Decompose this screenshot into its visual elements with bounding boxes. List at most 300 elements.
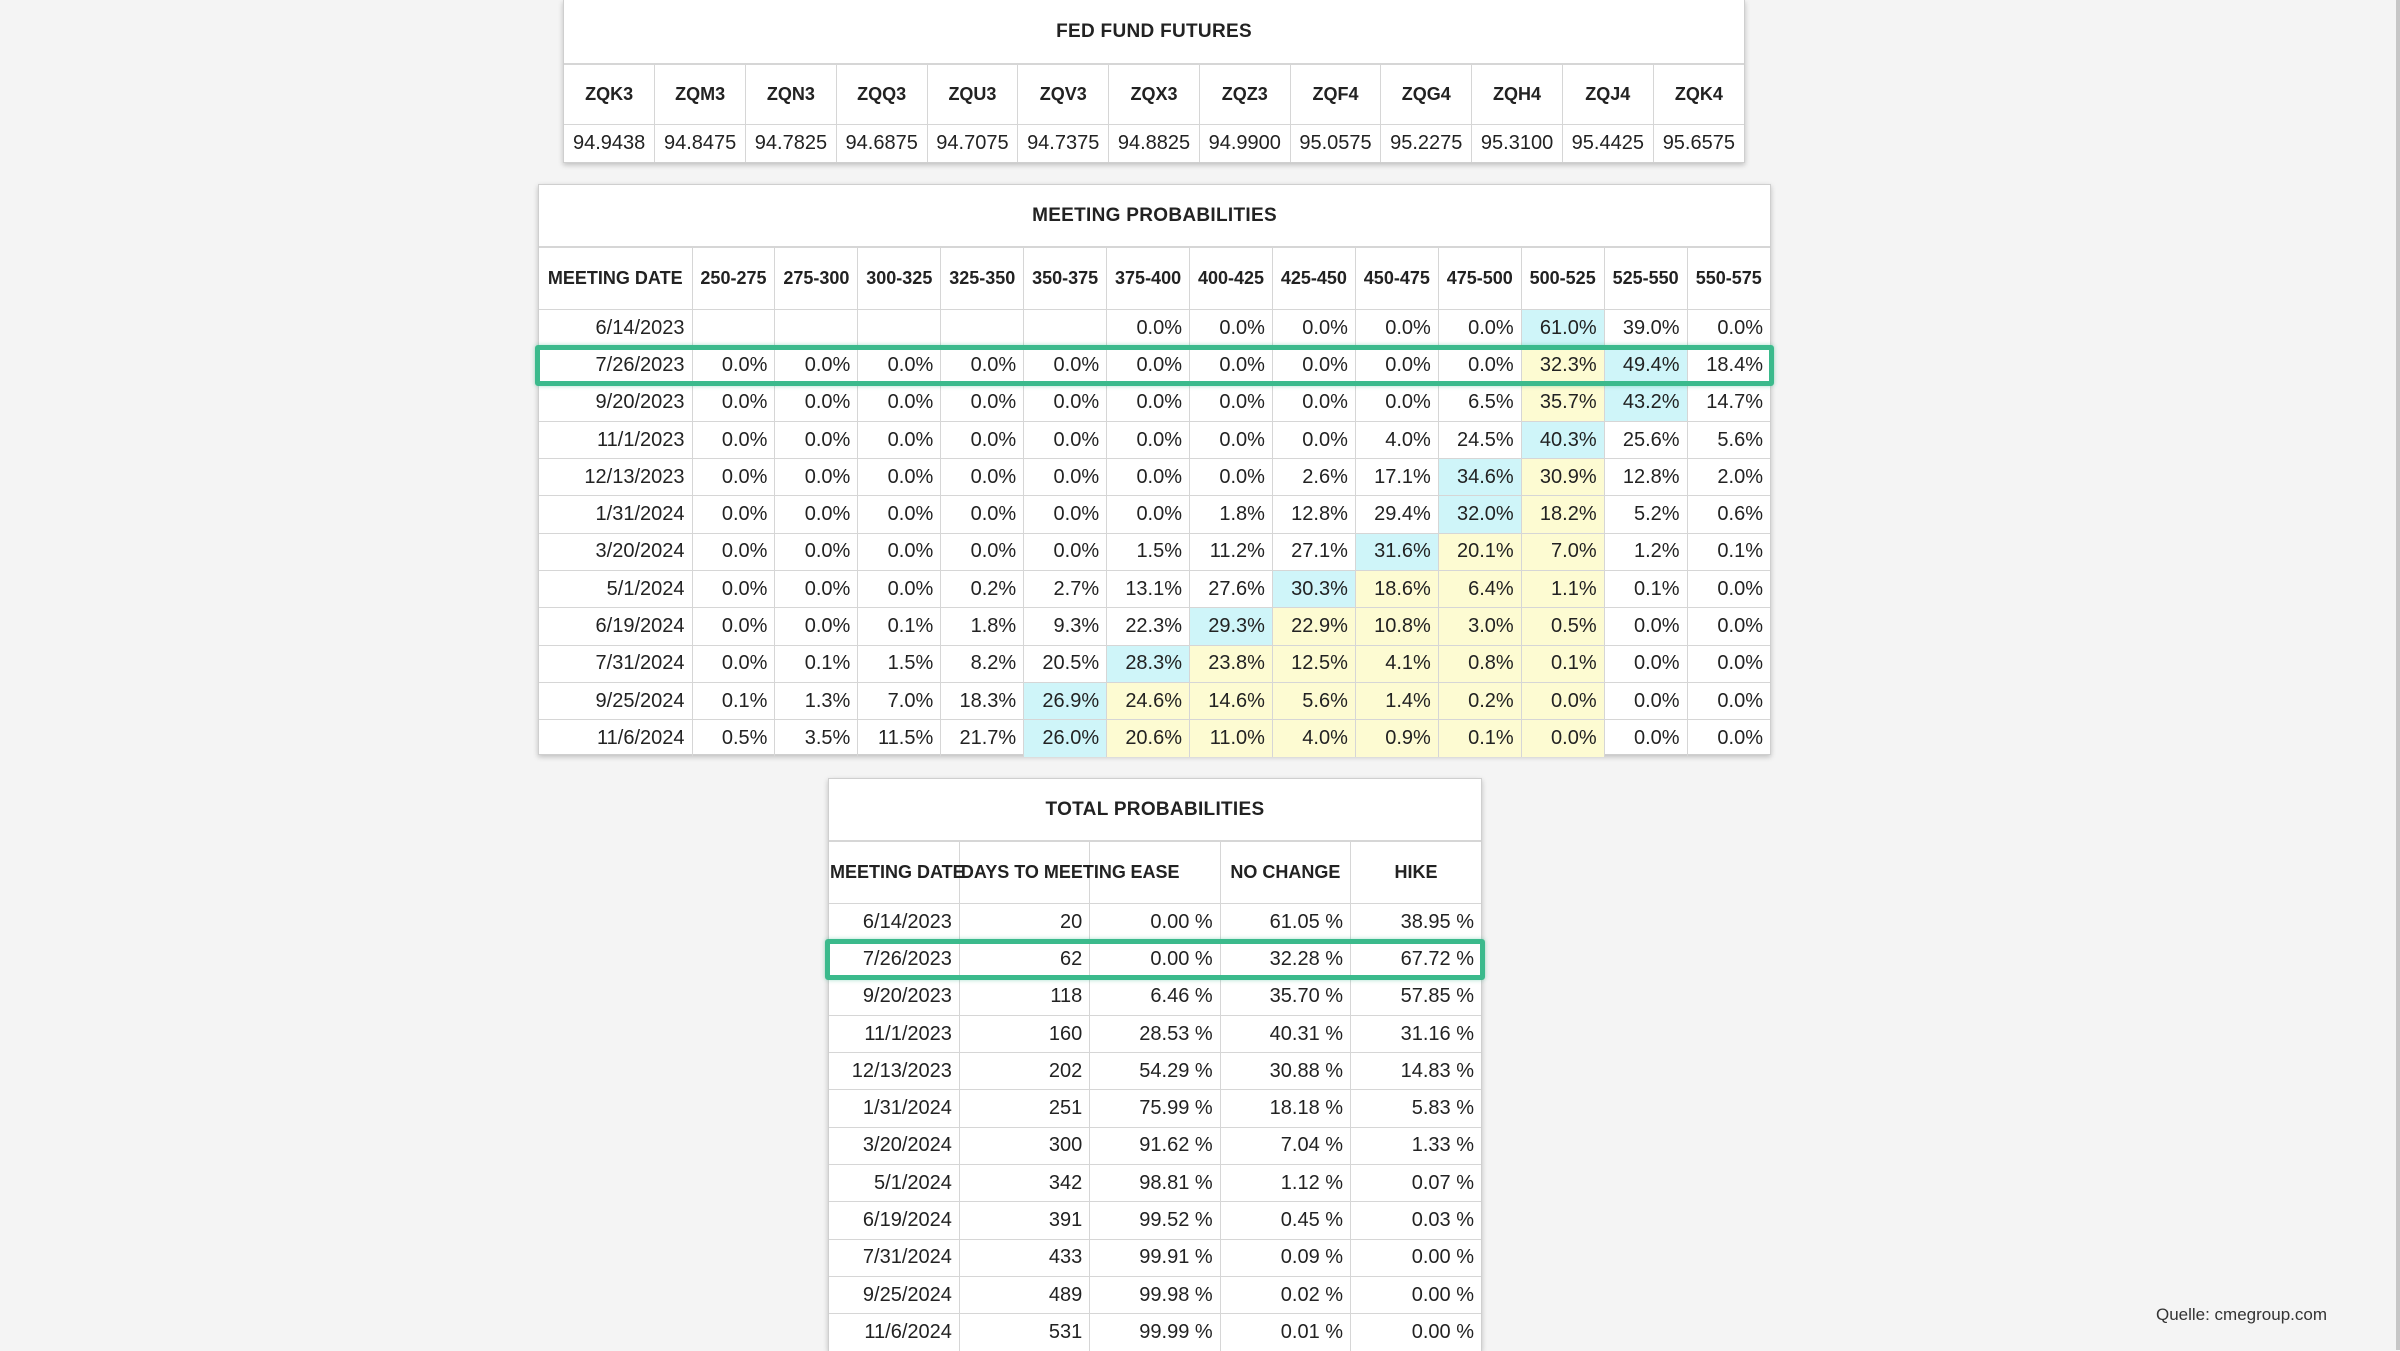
- probability-cell: 0.0%: [1272, 384, 1355, 421]
- probability-cell: 0.0%: [941, 459, 1024, 496]
- days-to-meeting-header: DAYS TO MEETING: [959, 842, 1089, 904]
- probability-cell: 0.0%: [1355, 384, 1438, 421]
- meeting-row: [539, 421, 1770, 458]
- meeting-row-highlighted: [539, 347, 1770, 384]
- probability-cell: 0.2%: [1438, 682, 1521, 719]
- rate-range-header: 500-525: [1521, 248, 1604, 310]
- probability-cell: 31.6%: [1355, 533, 1438, 570]
- probability-cell: 14.6%: [1190, 682, 1273, 719]
- ease-cell: 6.46 %: [1090, 978, 1220, 1015]
- meeting-date-cell: 11/6/2024: [539, 720, 692, 757]
- probability-cell: 24.5%: [1438, 421, 1521, 458]
- no-change-cell: 0.01 %: [1220, 1314, 1350, 1351]
- probability-cell: 0.0%: [941, 533, 1024, 570]
- probability-cell: 0.0%: [1604, 720, 1687, 757]
- probability-cell: 0.0%: [858, 496, 941, 533]
- rate-range-header: 425-450: [1272, 248, 1355, 310]
- futures-contract-header: ZQG4: [1381, 65, 1472, 125]
- probability-cell: 11.2%: [1190, 533, 1273, 570]
- probability-cell: 1.2%: [1604, 533, 1687, 570]
- total-row: [829, 1165, 1481, 1202]
- probability-cell: 8.2%: [941, 645, 1024, 682]
- probability-cell: 0.0%: [775, 608, 858, 645]
- probability-cell: 0.0%: [692, 608, 775, 645]
- probability-cell: 0.0%: [858, 347, 941, 384]
- probability-cell: 11.0%: [1190, 720, 1273, 757]
- meeting-row: [539, 682, 1770, 719]
- probability-cell: 0.0%: [775, 347, 858, 384]
- no-change-cell: 0.09 %: [1220, 1239, 1350, 1276]
- ease-cell: 0.00 %: [1090, 904, 1220, 941]
- rate-range-header: 550-575: [1687, 248, 1770, 310]
- meeting-row: [539, 608, 1770, 645]
- probability-cell: 0.0%: [1024, 421, 1107, 458]
- total-row: [829, 1053, 1481, 1090]
- probability-cell: 0.6%: [1687, 496, 1770, 533]
- meeting-date-cell: 12/13/2023: [539, 459, 692, 496]
- meeting-date-cell: 9/20/2023: [829, 978, 959, 1015]
- futures-price-cell: 95.3100: [1472, 125, 1563, 162]
- probability-cell: 0.0%: [1190, 459, 1273, 496]
- probability-cell: 2.7%: [1024, 571, 1107, 608]
- meeting-date-cell: 6/14/2023: [539, 310, 692, 347]
- probability-cell: 7.0%: [1521, 533, 1604, 570]
- probability-cell: 0.0%: [941, 496, 1024, 533]
- probability-cell: 20.6%: [1107, 720, 1190, 757]
- probability-cell: 0.0%: [692, 645, 775, 682]
- total-row: [829, 1276, 1481, 1313]
- probability-cell: 0.0%: [1604, 645, 1687, 682]
- probability-cell: 13.1%: [1107, 571, 1190, 608]
- futures-contract-header: ZQJ4: [1562, 65, 1653, 125]
- probability-cell: 1.3%: [775, 682, 858, 719]
- meeting-date-cell: 9/25/2024: [829, 1276, 959, 1313]
- probability-cell: 40.3%: [1521, 421, 1604, 458]
- futures-contract-header: ZQK3: [564, 65, 655, 125]
- total-row: [829, 1090, 1481, 1127]
- meeting-date-cell: 9/20/2023: [539, 384, 692, 421]
- no-change-cell: 0.02 %: [1220, 1276, 1350, 1313]
- days-to-meeting-cell: 531: [959, 1314, 1089, 1351]
- rate-range-header: 350-375: [1024, 248, 1107, 310]
- probability-cell: 0.1%: [858, 608, 941, 645]
- probability-cell: [775, 310, 858, 347]
- probability-cell: 34.6%: [1438, 459, 1521, 496]
- ease-cell: 98.81 %: [1090, 1165, 1220, 1202]
- probability-cell: 0.0%: [1438, 347, 1521, 384]
- probability-cell: 30.3%: [1272, 571, 1355, 608]
- probability-cell: 0.0%: [775, 533, 858, 570]
- probability-cell: 0.1%: [692, 682, 775, 719]
- probability-cell: 7.0%: [858, 682, 941, 719]
- futures-contract-header: ZQZ3: [1199, 65, 1290, 125]
- rate-range-header: 325-350: [941, 248, 1024, 310]
- no-change-cell: 1.12 %: [1220, 1165, 1350, 1202]
- probability-cell: 1.8%: [941, 608, 1024, 645]
- futures-price-cell: 95.0575: [1290, 125, 1381, 162]
- probability-cell: 0.0%: [1272, 347, 1355, 384]
- probability-cell: 0.0%: [1687, 310, 1770, 347]
- meeting-date-cell: 6/14/2023: [829, 904, 959, 941]
- probability-cell: 0.0%: [1521, 682, 1604, 719]
- probability-cell: 2.6%: [1272, 459, 1355, 496]
- probability-cell: 0.0%: [775, 384, 858, 421]
- meeting-probabilities-title: MEETING PROBABILITIES: [539, 185, 1770, 247]
- probability-cell: 18.2%: [1521, 496, 1604, 533]
- probability-cell: 0.0%: [692, 459, 775, 496]
- futures-contract-header: ZQU3: [927, 65, 1018, 125]
- probability-cell: 0.0%: [1107, 496, 1190, 533]
- probability-cell: 0.0%: [1107, 347, 1190, 384]
- days-to-meeting-cell: 160: [959, 1015, 1089, 1052]
- hike-cell: 0.03 %: [1351, 1202, 1481, 1239]
- probability-cell: 0.1%: [1687, 533, 1770, 570]
- probability-cell: 0.0%: [1107, 384, 1190, 421]
- total-row: [829, 1127, 1481, 1164]
- probability-cell: 12.8%: [1604, 459, 1687, 496]
- probability-cell: 0.0%: [692, 384, 775, 421]
- probability-cell: 29.4%: [1355, 496, 1438, 533]
- probability-cell: 0.0%: [858, 421, 941, 458]
- probability-cell: 0.0%: [775, 571, 858, 608]
- probability-cell: 26.0%: [1024, 720, 1107, 757]
- probability-cell: 12.8%: [1272, 496, 1355, 533]
- probability-cell: 4.0%: [1272, 720, 1355, 757]
- probability-cell: 0.0%: [1024, 496, 1107, 533]
- total-probabilities-table: [829, 841, 1481, 1351]
- hike-cell: 5.83 %: [1351, 1090, 1481, 1127]
- probability-cell: 0.0%: [1604, 682, 1687, 719]
- meeting-date-cell: 6/19/2024: [539, 608, 692, 645]
- days-to-meeting-cell: 251: [959, 1090, 1089, 1127]
- probability-cell: 22.9%: [1272, 608, 1355, 645]
- probability-cell: 2.0%: [1687, 459, 1770, 496]
- meeting-date-cell: 7/31/2024: [539, 645, 692, 682]
- probability-cell: 35.7%: [1521, 384, 1604, 421]
- fed-fund-futures-panel: [563, 0, 1745, 163]
- days-to-meeting-cell: 202: [959, 1053, 1089, 1090]
- futures-price-cell: 94.7375: [1018, 125, 1109, 162]
- hike-cell: 38.95 %: [1351, 904, 1481, 941]
- meeting-probabilities-panel: [538, 184, 1771, 755]
- ease-cell: 75.99 %: [1090, 1090, 1220, 1127]
- hike-cell: 67.72 %: [1351, 941, 1481, 978]
- probability-cell: 49.4%: [1604, 347, 1687, 384]
- probability-cell: 0.0%: [858, 384, 941, 421]
- days-to-meeting-cell: 118: [959, 978, 1089, 1015]
- probability-cell: 20.1%: [1438, 533, 1521, 570]
- days-to-meeting-cell: 433: [959, 1239, 1089, 1276]
- probability-cell: 0.0%: [692, 421, 775, 458]
- meeting-date-cell: 11/1/2023: [539, 421, 692, 458]
- meeting-date-cell: 9/25/2024: [539, 682, 692, 719]
- no-change-cell: 18.18 %: [1220, 1090, 1350, 1127]
- rate-range-header: 400-425: [1190, 248, 1273, 310]
- probability-cell: 24.6%: [1107, 682, 1190, 719]
- probability-cell: 39.0%: [1604, 310, 1687, 347]
- ease-cell: 99.98 %: [1090, 1276, 1220, 1313]
- probability-cell: 0.0%: [1107, 459, 1190, 496]
- probability-cell: 14.7%: [1687, 384, 1770, 421]
- probability-cell: 9.3%: [1024, 608, 1107, 645]
- source-note: Quelle: cmegroup.com: [2156, 1305, 2327, 1325]
- meeting-row: [539, 645, 1770, 682]
- probability-cell: 10.8%: [1355, 608, 1438, 645]
- probability-cell: 26.9%: [1024, 682, 1107, 719]
- no-change-header: NO CHANGE: [1220, 842, 1350, 904]
- no-change-cell: 35.70 %: [1220, 978, 1350, 1015]
- probability-cell: 0.0%: [858, 571, 941, 608]
- probability-cell: 0.0%: [775, 421, 858, 458]
- futures-contract-header: ZQH4: [1472, 65, 1563, 125]
- futures-contract-header: ZQV3: [1018, 65, 1109, 125]
- probability-cell: 0.0%: [1521, 720, 1604, 757]
- probability-cell: 18.4%: [1687, 347, 1770, 384]
- probability-cell: 11.5%: [858, 720, 941, 757]
- meeting-date-cell: 11/1/2023: [829, 1015, 959, 1052]
- meeting-date-cell: 3/20/2024: [539, 533, 692, 570]
- probability-cell: 0.0%: [1190, 347, 1273, 384]
- meeting-row: [539, 384, 1770, 421]
- total-row: [829, 1015, 1481, 1052]
- probability-cell: 27.1%: [1272, 533, 1355, 570]
- meeting-row: [539, 310, 1770, 347]
- meeting-date-cell: 1/31/2024: [539, 496, 692, 533]
- meeting-date-cell: 11/6/2024: [829, 1314, 959, 1351]
- probability-cell: 0.0%: [692, 533, 775, 570]
- probability-cell: [941, 310, 1024, 347]
- fed-fund-futures-table: [564, 64, 1744, 162]
- probability-cell: 0.0%: [941, 347, 1024, 384]
- futures-price-cell: 95.2275: [1381, 125, 1472, 162]
- hike-header: HIKE: [1351, 842, 1481, 904]
- meeting-date-cell: 7/26/2023: [829, 941, 959, 978]
- probability-cell: 6.5%: [1438, 384, 1521, 421]
- probability-cell: 0.0%: [1024, 533, 1107, 570]
- probability-cell: 28.3%: [1107, 645, 1190, 682]
- meeting-row: [539, 496, 1770, 533]
- rate-range-header: 300-325: [858, 248, 941, 310]
- probability-cell: 0.0%: [1687, 608, 1770, 645]
- probability-cell: 0.0%: [1272, 421, 1355, 458]
- probability-cell: 0.0%: [858, 533, 941, 570]
- probability-cell: 25.6%: [1604, 421, 1687, 458]
- total-row: [829, 904, 1481, 941]
- probability-cell: 0.0%: [1107, 421, 1190, 458]
- probability-cell: 22.3%: [1107, 608, 1190, 645]
- probability-cell: 0.0%: [1272, 310, 1355, 347]
- probability-cell: 0.0%: [1024, 384, 1107, 421]
- probability-cell: 0.0%: [775, 496, 858, 533]
- probability-cell: 0.0%: [1107, 310, 1190, 347]
- probability-cell: 1.1%: [1521, 571, 1604, 608]
- ease-header: EASE: [1090, 842, 1220, 904]
- hike-cell: 0.00 %: [1351, 1276, 1481, 1313]
- probability-cell: 0.1%: [1438, 720, 1521, 757]
- total-row: [829, 1202, 1481, 1239]
- hike-cell: 0.00 %: [1351, 1314, 1481, 1351]
- no-change-cell: 61.05 %: [1220, 904, 1350, 941]
- hike-cell: 31.16 %: [1351, 1015, 1481, 1052]
- probability-cell: 0.0%: [1190, 310, 1273, 347]
- ease-cell: 28.53 %: [1090, 1015, 1220, 1052]
- probability-cell: 0.0%: [1190, 384, 1273, 421]
- ease-cell: 99.91 %: [1090, 1239, 1220, 1276]
- meeting-date-cell: 1/31/2024: [829, 1090, 959, 1127]
- total-header-row: [829, 842, 1481, 904]
- total-table-body: [829, 904, 1481, 1351]
- probability-cell: 0.5%: [1521, 608, 1604, 645]
- hike-cell: 0.07 %: [1351, 1165, 1481, 1202]
- futures-contract-header: ZQN3: [746, 65, 837, 125]
- total-row: [829, 978, 1481, 1015]
- futures-contract-header: ZQK4: [1653, 65, 1744, 125]
- futures-price-cell: 94.7825: [746, 125, 837, 162]
- meeting-date-header: MEETING DATE: [539, 248, 692, 310]
- probability-cell: 4.1%: [1355, 645, 1438, 682]
- total-row-highlighted: [829, 941, 1481, 978]
- probability-cell: 0.2%: [941, 571, 1024, 608]
- probability-cell: 18.6%: [1355, 571, 1438, 608]
- no-change-cell: 7.04 %: [1220, 1127, 1350, 1164]
- futures-price-cell: 94.9900: [1199, 125, 1290, 162]
- meeting-date-header: MEETING DATE: [829, 842, 959, 904]
- vertical-scrollbar[interactable]: [2396, 0, 2400, 1350]
- meeting-row: [539, 571, 1770, 608]
- probability-cell: 23.8%: [1190, 645, 1273, 682]
- probability-cell: 0.0%: [1687, 682, 1770, 719]
- futures-price-cell: 94.8825: [1109, 125, 1200, 162]
- probability-cell: 0.0%: [1687, 645, 1770, 682]
- probability-cell: [692, 310, 775, 347]
- days-to-meeting-cell: 391: [959, 1202, 1089, 1239]
- futures-price-cell: 94.9438: [564, 125, 655, 162]
- probability-cell: 0.0%: [941, 421, 1024, 458]
- hike-cell: 14.83 %: [1351, 1053, 1481, 1090]
- hike-cell: 1.33 %: [1351, 1127, 1481, 1164]
- meeting-row: [539, 459, 1770, 496]
- probability-cell: 30.9%: [1521, 459, 1604, 496]
- probability-cell: 0.0%: [1355, 347, 1438, 384]
- probability-cell: 0.0%: [1024, 347, 1107, 384]
- probability-cell: 29.3%: [1190, 608, 1273, 645]
- probability-cell: [858, 310, 941, 347]
- meeting-date-cell: 5/1/2024: [539, 571, 692, 608]
- futures-price-cell: 95.4425: [1562, 125, 1653, 162]
- probability-cell: 1.4%: [1355, 682, 1438, 719]
- meeting-table-body: [539, 310, 1770, 758]
- hike-cell: 57.85 %: [1351, 978, 1481, 1015]
- meeting-probabilities-table: [539, 247, 1770, 757]
- hike-cell: 0.00 %: [1351, 1239, 1481, 1276]
- rate-range-header: 450-475: [1355, 248, 1438, 310]
- futures-contract-header: ZQX3: [1109, 65, 1200, 125]
- rate-range-header: 525-550: [1604, 248, 1687, 310]
- probability-cell: 32.3%: [1521, 347, 1604, 384]
- probability-cell: 21.7%: [941, 720, 1024, 757]
- no-change-cell: 40.31 %: [1220, 1015, 1350, 1052]
- meeting-row: [539, 720, 1770, 757]
- futures-contract-header: ZQQ3: [836, 65, 927, 125]
- meeting-date-cell: 6/19/2024: [829, 1202, 959, 1239]
- probability-cell: 0.1%: [775, 645, 858, 682]
- days-to-meeting-cell: 62: [959, 941, 1089, 978]
- ease-cell: 99.99 %: [1090, 1314, 1220, 1351]
- probability-cell: 0.1%: [1521, 645, 1604, 682]
- probability-cell: 5.2%: [1604, 496, 1687, 533]
- no-change-cell: 30.88 %: [1220, 1053, 1350, 1090]
- probability-cell: 0.0%: [1438, 310, 1521, 347]
- probability-cell: 0.0%: [1687, 720, 1770, 757]
- probability-cell: 1.8%: [1190, 496, 1273, 533]
- meeting-date-cell: 3/20/2024: [829, 1127, 959, 1164]
- rate-range-header: 475-500: [1438, 248, 1521, 310]
- probability-cell: 0.5%: [692, 720, 775, 757]
- probability-cell: 4.0%: [1355, 421, 1438, 458]
- futures-contract-header: ZQF4: [1290, 65, 1381, 125]
- meeting-row: [539, 533, 1770, 570]
- probability-cell: 0.0%: [941, 384, 1024, 421]
- probability-cell: 0.0%: [858, 459, 941, 496]
- futures-price-cell: 95.6575: [1653, 125, 1744, 162]
- probability-cell: 5.6%: [1687, 421, 1770, 458]
- probability-cell: 1.5%: [858, 645, 941, 682]
- rate-range-header: 250-275: [692, 248, 775, 310]
- futures-header-row: [564, 65, 1744, 125]
- probability-cell: 0.0%: [1355, 310, 1438, 347]
- probability-cell: 27.6%: [1190, 571, 1273, 608]
- rate-range-header: 375-400: [1107, 248, 1190, 310]
- total-probabilities-panel: [828, 778, 1482, 1351]
- days-to-meeting-cell: 489: [959, 1276, 1089, 1313]
- probability-cell: 5.6%: [1272, 682, 1355, 719]
- probability-cell: 0.0%: [1604, 608, 1687, 645]
- probability-cell: 32.0%: [1438, 496, 1521, 533]
- days-to-meeting-cell: 20: [959, 904, 1089, 941]
- meeting-date-cell: 7/31/2024: [829, 1239, 959, 1276]
- futures-values-row: [564, 125, 1744, 162]
- probability-cell: 18.3%: [941, 682, 1024, 719]
- futures-price-cell: 94.7075: [927, 125, 1018, 162]
- probability-cell: 43.2%: [1604, 384, 1687, 421]
- probability-cell: 6.4%: [1438, 571, 1521, 608]
- probability-cell: 3.5%: [775, 720, 858, 757]
- probability-cell: 0.0%: [1024, 459, 1107, 496]
- futures-price-cell: 94.8475: [655, 125, 746, 162]
- probability-cell: 3.0%: [1438, 608, 1521, 645]
- meeting-date-cell: 12/13/2023: [829, 1053, 959, 1090]
- futures-price-cell: 94.6875: [836, 125, 927, 162]
- probability-cell: 0.0%: [692, 496, 775, 533]
- meeting-date-cell: 7/26/2023: [539, 347, 692, 384]
- probability-cell: 1.5%: [1107, 533, 1190, 570]
- total-probabilities-title: TOTAL PROBABILITIES: [829, 779, 1481, 841]
- no-change-cell: 32.28 %: [1220, 941, 1350, 978]
- futures-contract-header: ZQM3: [655, 65, 746, 125]
- meeting-header-row: [539, 248, 1770, 310]
- probability-cell: 61.0%: [1521, 310, 1604, 347]
- probability-cell: 0.0%: [775, 459, 858, 496]
- meeting-date-cell: 5/1/2024: [829, 1165, 959, 1202]
- ease-cell: 91.62 %: [1090, 1127, 1220, 1164]
- total-row: [829, 1314, 1481, 1351]
- probability-cell: 17.1%: [1355, 459, 1438, 496]
- probability-cell: 0.0%: [1190, 421, 1273, 458]
- probability-cell: 20.5%: [1024, 645, 1107, 682]
- no-change-cell: 0.45 %: [1220, 1202, 1350, 1239]
- rate-range-header: 275-300: [775, 248, 858, 310]
- probability-cell: 12.5%: [1272, 645, 1355, 682]
